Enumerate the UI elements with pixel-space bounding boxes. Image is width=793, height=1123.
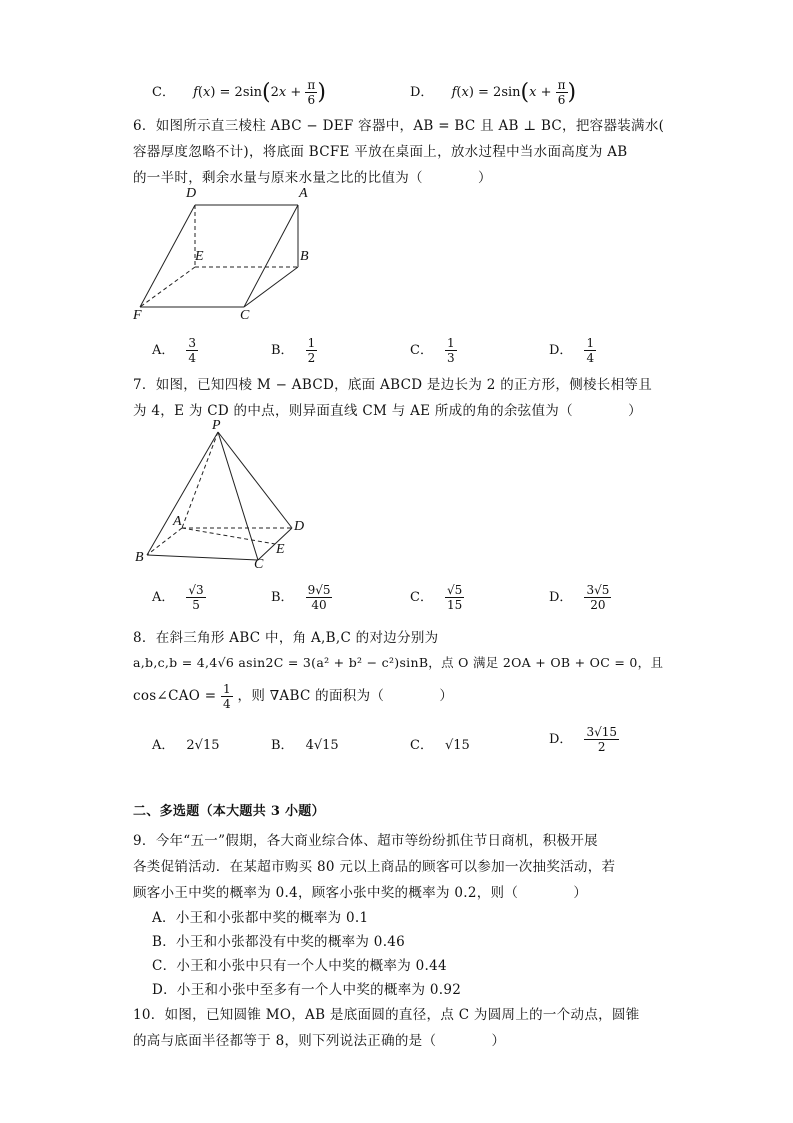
q7-stem-line1: 7．如图，已知四棱 M − ABCD，底面 ABCD 是边长为 2 的正方形，侧棱长相等且 <box>133 377 652 393</box>
q7-stem-line2: 为 4，E 为 CD 的中点，则异面直线 CM 与 AE 所成的角的余弦值为（ ） <box>133 403 642 419</box>
q7-option-a: A． $\frac{√3}{5}$ <box>152 583 204 612</box>
q7-label-e: E <box>276 542 285 557</box>
q6-option-a: A． $\frac{3}{4}$ <box>152 336 197 365</box>
q8-option-a: A． 2√15 <box>152 738 220 753</box>
section-2-title: 二、多选题（本大题共 3 小题） <box>133 804 325 819</box>
q9-stem-line2: 各类促销活动．在某超市购买 80 元以上商品的顾客可以参加一次抽奖活动，若 <box>133 859 616 875</box>
q7-option-d: D． $\frac{3√5}{20}$ <box>549 583 610 612</box>
q7-label-d: D <box>294 519 305 534</box>
q9-option-b: B．小王和小张都没有中奖的概率为 0.46 <box>152 934 406 950</box>
q6-label-a: A <box>299 186 308 201</box>
q6-stem-line2: 容器厚度忽略不计)，将底面 BCFE 平放在桌面上，放水过程中当水面高度为 AB <box>133 144 628 160</box>
q9-option-c: C．小王和小张中只有一个人中奖的概率为 0.44 <box>152 958 447 974</box>
q6-label-f: F <box>133 308 142 323</box>
q6-option-b: B． $\frac{1}{2}$ <box>271 336 316 365</box>
q8-stem-line3: cos∠CAO = $\frac{1}{4}$ ，则 ∇ABC 的面积为（ ） <box>133 682 454 711</box>
q7-option-c: C． $\frac{√5}{15}$ <box>410 583 463 612</box>
q8-stem-line1: 8．在斜三角形 ABC 中，角 A,B,C 的对边分别为 <box>133 630 439 646</box>
q6-label-b: B <box>300 249 309 264</box>
q7-label-b: B <box>135 550 144 565</box>
q5-option-d: D． f(x) = 2sin(x + $\frac{\pi}{6}$ ) <box>410 78 577 107</box>
q7-label-p: P <box>212 418 221 433</box>
q7-option-b: B． $\frac{9√5}{40}$ <box>271 583 331 612</box>
q8-option-c: C． √15 <box>410 738 470 753</box>
q10-stem-line2: 的高与底面半径都等于 8，则下列说法正确的是（ ） <box>133 1033 506 1049</box>
q10-stem-line1: 10．如图，已知圆锥 MO，AB 是底面圆的直径，点 C 为圆周上的一个动点，圆锥 <box>133 1007 640 1023</box>
q9-option-a: A．小王和小张都中奖的概率为 0.1 <box>152 910 369 926</box>
q5-option-c-expr: f(x) = 2sin(2x + $\frac{\pi}{6}$ ) <box>193 78 326 107</box>
q9-option-d: D．小王和小张中至多有一个人中奖的概率为 0.92 <box>152 982 462 998</box>
q5-option-d-expr: f(x) = 2sin(x + $\frac{\pi}{6}$ ) <box>451 78 577 107</box>
q6-stem-line3: 的一半时，剩余水量与原来水量之比的比值为（ ） <box>133 170 492 186</box>
q8-stem-line2: a,b,c,b = 4,4√6 asin2C = 3(a² + b² − c²)sinB，点 O 满足 2OA + OB + OC = 0，且 <box>133 655 664 670</box>
q7-label-c: C <box>254 557 264 572</box>
q7-label-a: A <box>173 514 182 529</box>
q6-option-c: C． $\frac{1}{3}$ <box>410 336 455 365</box>
q6-label-e: E <box>195 249 204 264</box>
q6-stem-line1: 6．如图所示直三棱柱 ABC − DEF 容器中，AB = BC 且 AB ⊥ BC，把容器装满水( <box>133 118 665 134</box>
q6-label-c: C <box>240 308 250 323</box>
q9-stem-line3: 顾客小王中奖的概率为 0.4，顾客小张中奖的概率为 0.2，则（ ） <box>133 885 588 901</box>
q5-option-c: C． f(x) = 2sin(2x + $\frac{\pi}{6}$ ) <box>152 78 326 107</box>
q8-option-b: B． 4√15 <box>271 738 339 753</box>
q9-stem-line1: 9．今年“五一”假期，各大商业综合体、超市等纷纷抓住节日商机，积极开展 <box>133 833 598 849</box>
q6-label-d: D <box>186 186 197 201</box>
q8-option-d: D． $\frac{3√15}{2}$ <box>549 725 617 754</box>
q6-option-d: D． $\frac{1}{4}$ <box>549 336 595 365</box>
